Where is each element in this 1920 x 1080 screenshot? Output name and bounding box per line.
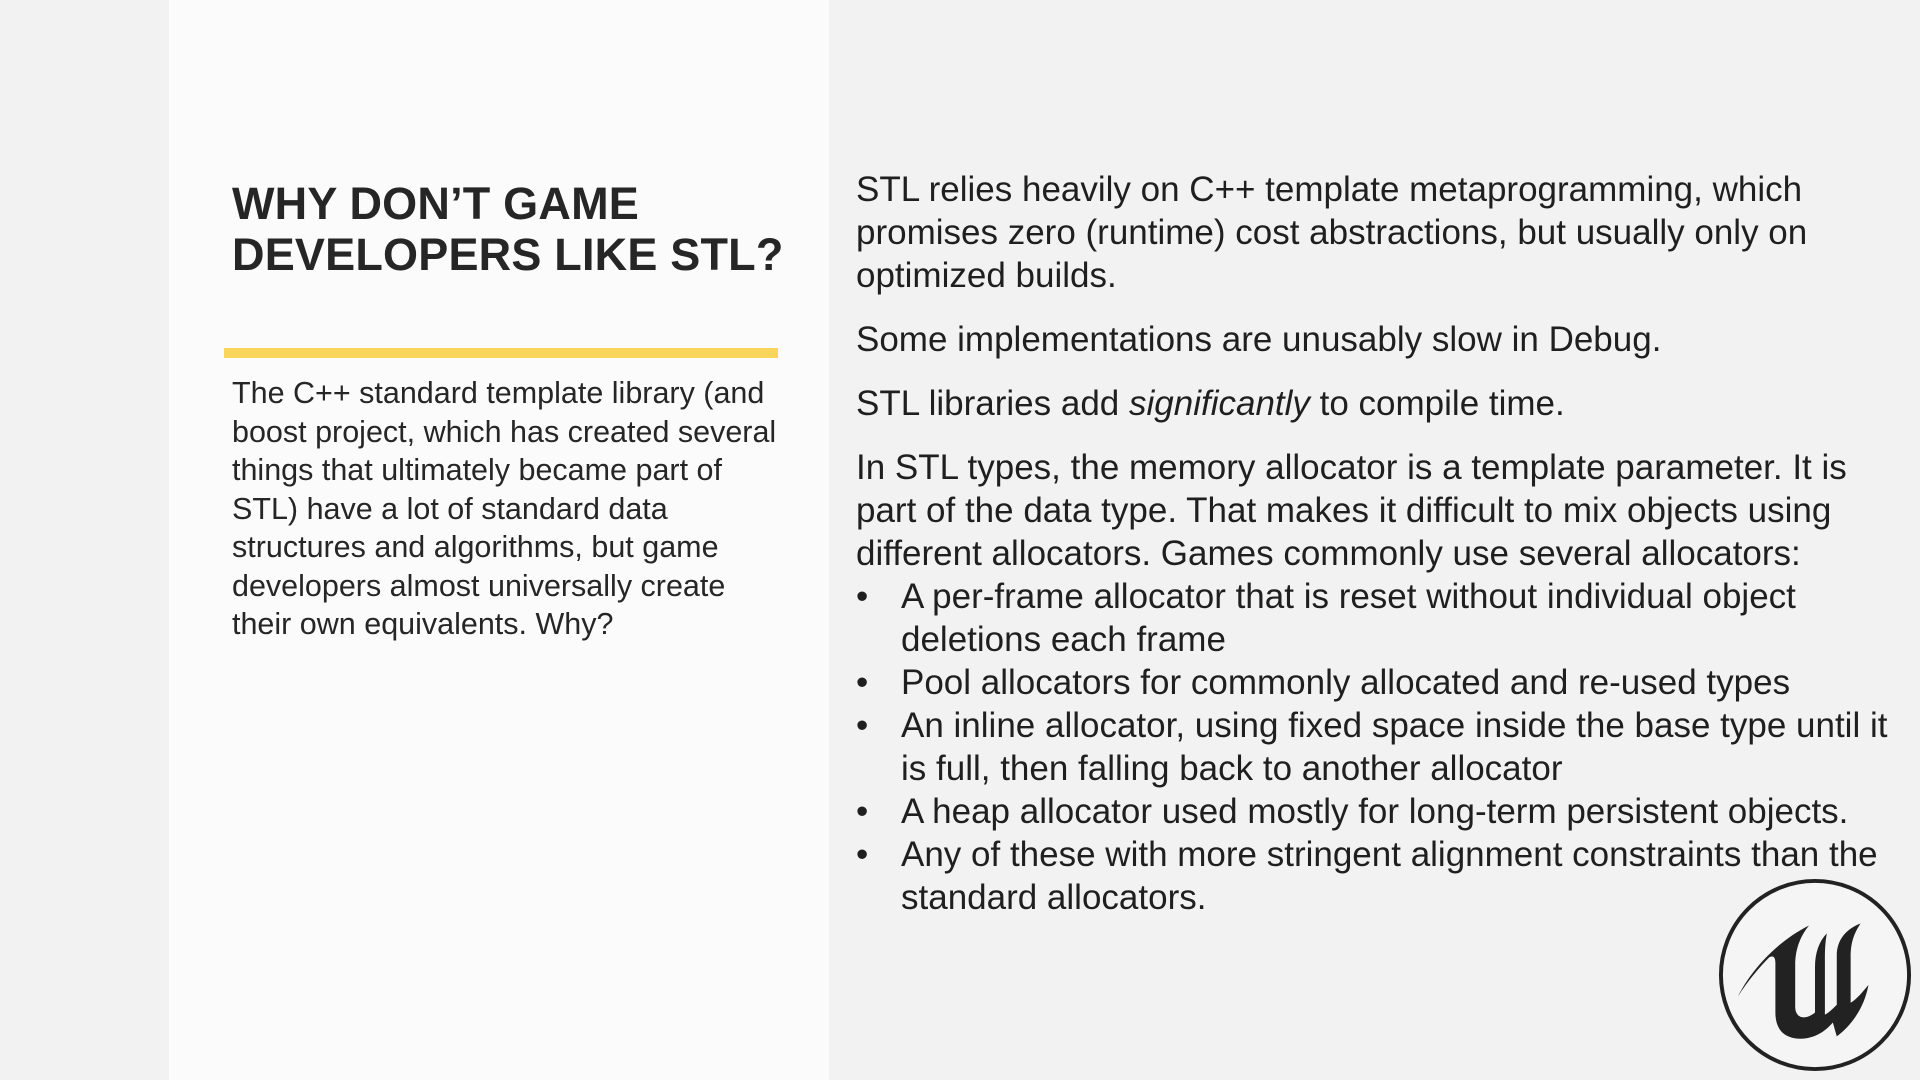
bullet-dot: • — [856, 706, 869, 745]
bullet-text: A per-frame allocator that is reset without individual object deletions each frame — [901, 577, 1796, 659]
bullet-dot: • — [856, 663, 869, 702]
list-item — [856, 575, 1896, 661]
paragraph-compile-time — [856, 382, 1896, 425]
accent-bar — [224, 348, 778, 358]
paragraph-allocators: In STL types, the memory allocator is a template parameter. It is part of the data type. That makes it difficult to mix objects using different allocators. Games commonly use several allocators: — [856, 448, 1847, 573]
unreal-engine-logo-icon — [1716, 876, 1914, 1074]
list-item — [856, 790, 1896, 833]
paragraph-template-metaprogramming: STL relies heavily on C++ template metaprogramming, which promises zero (runtime) cost abstractions, but usually only on optimized builds. — [856, 170, 1808, 295]
bullet-text: An inline allocator, using fixed space inside the base type until it is full, then falling back to another allocator — [901, 706, 1888, 788]
bullet-dot: • — [856, 835, 869, 874]
body-content — [856, 168, 1896, 919]
compile-time-text-before: STL libraries add — [856, 384, 1129, 423]
paragraph-debug-speed: Some implementations are unusably slow in Debug. — [856, 320, 1662, 359]
list-item — [856, 661, 1896, 704]
intro-text: The C++ standard template library (and boost project, which has created several things that ultimately became part of STL) have a lot of standard data structures and algorithms, but game developers almost universally create their own equivalents. Why? — [232, 376, 777, 641]
bullet-text: Any of these with more stringent alignment constraints than the standard allocators. — [901, 835, 1878, 917]
list-item — [856, 704, 1896, 790]
compile-time-emphasis: significantly — [1129, 384, 1310, 423]
bullet-text: A heap allocator used mostly for long-term persistent objects. — [901, 792, 1849, 831]
bullet-dot: • — [856, 792, 869, 831]
bullet-dot: • — [856, 577, 869, 616]
compile-time-text-after: to compile time. — [1309, 384, 1565, 423]
allocator-bullet-list — [856, 575, 1896, 919]
slide-title: WHY DON’T GAME DEVELOPERS LIKE STL? — [232, 178, 784, 280]
bullet-text: Pool allocators for commonly allocated and re-used types — [901, 663, 1791, 702]
